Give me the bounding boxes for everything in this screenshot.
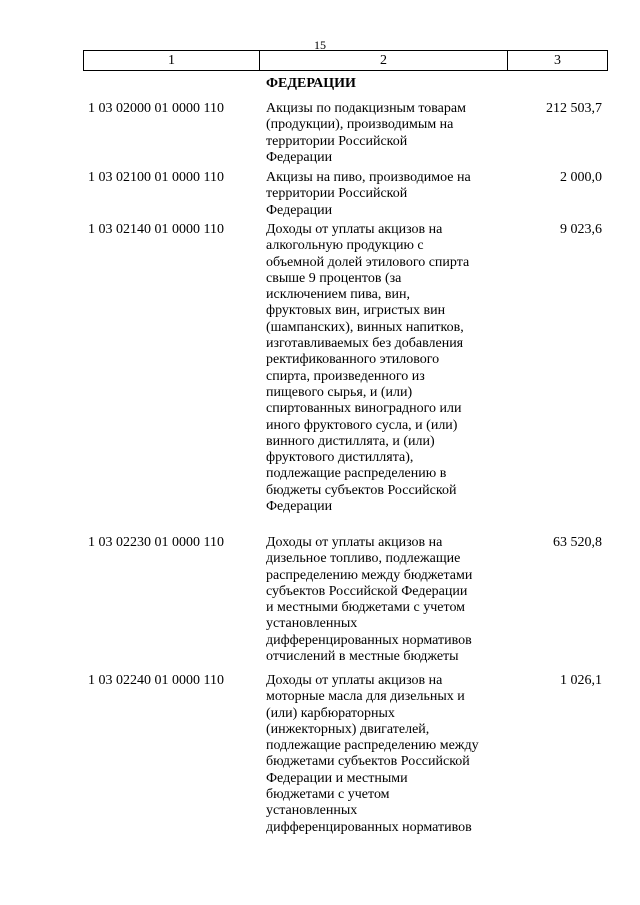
- description-line: объемной долей этилового спирта: [266, 254, 470, 270]
- budget-classification-code: 1 03 02000 01 0000 110: [88, 101, 224, 116]
- amount-value: 63 520,8: [553, 535, 602, 550]
- description-line: дифференцированных нормативов: [266, 632, 472, 648]
- description-line: (инжекторных) двигателей,: [266, 721, 430, 737]
- description-line: бюджеты субъектов Российской: [266, 482, 457, 498]
- description-line: моторные масла для дизельных и: [266, 689, 465, 705]
- description-line: иного фруктового сусла, и (или): [266, 417, 458, 433]
- column-header-1: 1: [84, 51, 260, 71]
- column-header-row: [84, 51, 608, 71]
- description-line: субъектов Российской Федерации: [266, 583, 468, 599]
- description-line: алкогольную продукцию с: [266, 238, 424, 254]
- column-header-table: [83, 50, 608, 71]
- description-line: исключением пива, вин,: [266, 287, 410, 303]
- description-line: (или) карбюраторных: [266, 705, 395, 721]
- description-line: изготавливаемых без добавления: [266, 336, 464, 352]
- budget-classification-code: 1 03 02100 01 0000 110: [88, 170, 224, 185]
- description-line: Доходы от уплаты акцизов на: [266, 535, 443, 550]
- amount-value: 9 023,6: [560, 222, 602, 237]
- description-line: дизельное топливо, подлежащие: [266, 551, 461, 567]
- amount-value: 212 503,7: [546, 101, 602, 116]
- description-line: подлежащие распределению между: [266, 738, 479, 754]
- revenue-description: [266, 535, 506, 665]
- description-line: Акцизы по подакцизным товарам: [266, 101, 466, 116]
- budget-classification-code: 1 03 02230 01 0000 110: [88, 535, 224, 550]
- description-line: Федерации: [266, 149, 333, 165]
- description-line: фруктового дистиллята),: [266, 450, 414, 466]
- description-line: распределению между бюджетами: [266, 567, 473, 583]
- description-line: и местными бюджетами с учетом: [266, 600, 466, 616]
- description-line: Федерации и местными: [266, 770, 408, 786]
- revenue-description: [266, 170, 506, 219]
- description-line: спирта, произведенного из: [266, 368, 425, 384]
- description-line: ректификованного этилового: [266, 352, 440, 368]
- description-line: Доходы от уплаты акцизов на: [266, 673, 443, 688]
- description-line: бюджетами субъектов Российской: [266, 754, 470, 770]
- page-number: 15: [314, 38, 326, 52]
- revenue-description: [266, 673, 506, 836]
- description-line: установленных: [266, 616, 358, 632]
- description-line: спиртованных виноградного или: [266, 401, 462, 417]
- description-line: установленных: [266, 803, 358, 819]
- description-line: пищевого сырья, и (или): [266, 384, 413, 400]
- description-line: Акцизы на пиво, производимое на: [266, 170, 471, 185]
- description-line: фруктовых вин, игристых вин: [266, 303, 446, 319]
- description-line: бюджетами с учетом: [266, 787, 390, 803]
- budget-classification-code: 1 03 02240 01 0000 110: [88, 673, 224, 688]
- revenue-description: [266, 222, 506, 515]
- description-line: винного дистиллята, и (или): [266, 433, 435, 449]
- column-header-2: 2: [260, 51, 508, 71]
- column-header-3: 3: [508, 51, 608, 71]
- description-line: Федерации: [266, 202, 333, 218]
- description-line: территории Российской: [266, 133, 408, 149]
- section-heading: ФЕДЕРАЦИИ: [266, 76, 356, 91]
- description-line: Федерации: [266, 499, 333, 515]
- amount-value: 2 000,0: [560, 170, 602, 185]
- description-line: Доходы от уплаты акцизов на: [266, 222, 443, 237]
- budget-classification-code: 1 03 02140 01 0000 110: [88, 222, 224, 237]
- description-line: подлежащие распределению в: [266, 466, 447, 482]
- description-line: отчислений в местные бюджеты: [266, 649, 459, 665]
- description-line: (шампанских), винных напитков,: [266, 319, 464, 335]
- amount-value: 1 026,1: [560, 673, 602, 688]
- description-line: свыше 9 процентов (за: [266, 270, 402, 286]
- revenue-description: [266, 101, 506, 166]
- description-line: территории Российской: [266, 186, 408, 202]
- description-line: дифференцированных нормативов: [266, 819, 472, 835]
- description-line: (продукции), производимым на: [266, 117, 454, 133]
